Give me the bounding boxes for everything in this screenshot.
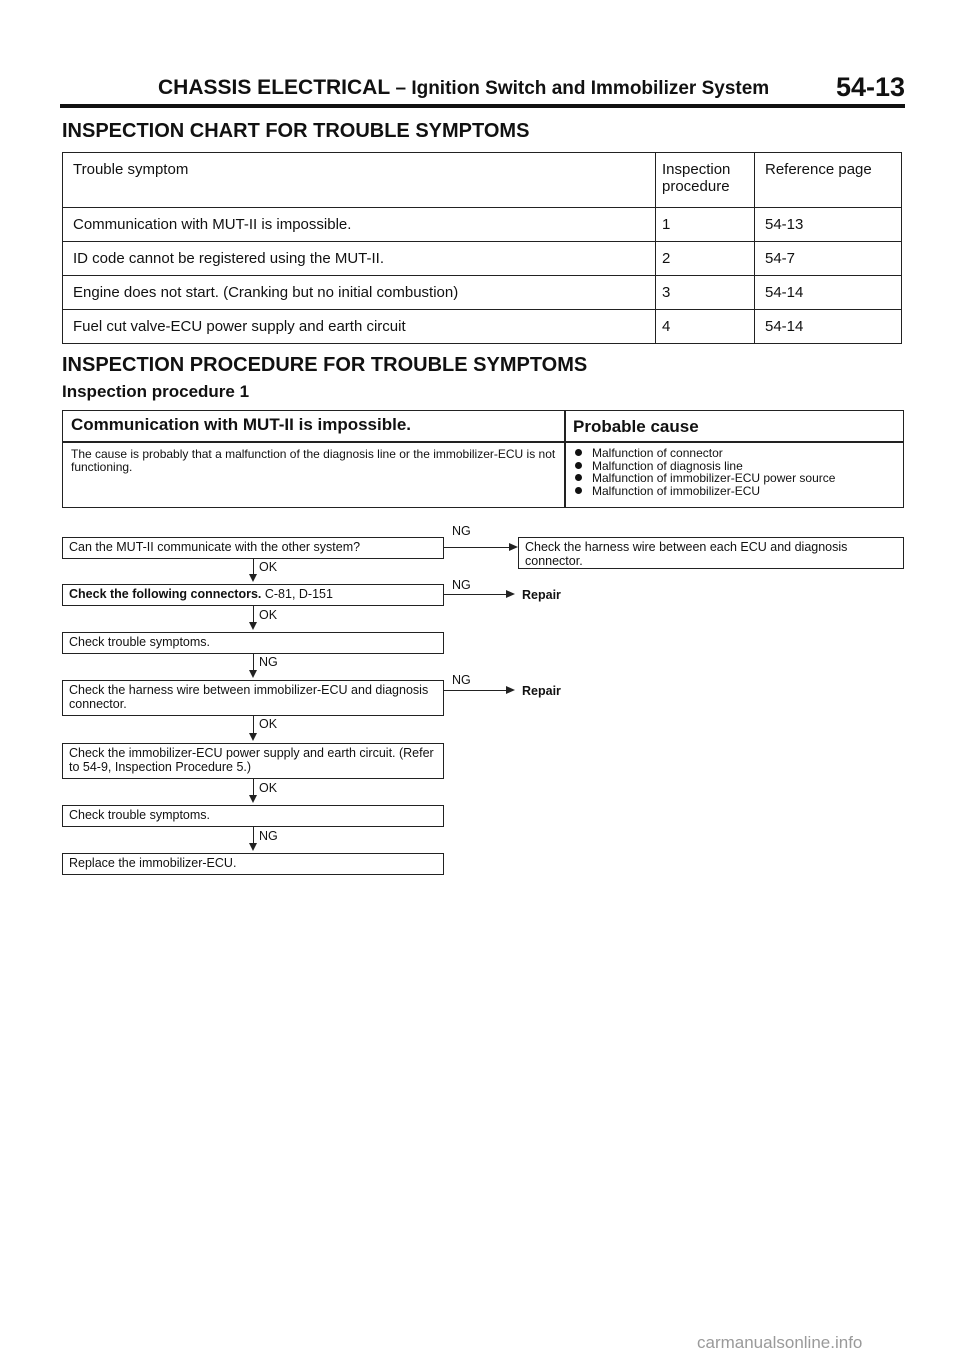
header-rule	[60, 104, 905, 108]
cause-text: Malfunction of immobilizer-ECU power source	[592, 471, 836, 485]
bullet-icon	[575, 449, 582, 456]
arrow-right-icon	[506, 590, 515, 598]
flow-step-2-rest: C-81, D-151	[261, 587, 333, 601]
page-number: 54-13	[835, 72, 905, 102]
flow-step-6-ng-label: NG	[259, 829, 278, 843]
flow-connector	[253, 716, 254, 734]
procedure-description: The cause is probably that a malfunction of the diagnosis line or the immobilizer-ECU is not functioning.	[71, 447, 556, 474]
flow-step-6	[62, 805, 444, 827]
bullet-icon	[575, 462, 582, 469]
cell-procedure: 4	[656, 310, 755, 344]
arrow-down-icon	[249, 670, 257, 678]
cell-symptom: Fuel cut valve-ECU power supply and earth circuit	[63, 310, 656, 344]
flow-step-3-text: Check trouble symptoms.	[69, 635, 211, 649]
arrow-down-icon	[249, 843, 257, 851]
flow-step-4	[62, 680, 444, 716]
flow-step-2-ng-label: NG	[452, 578, 471, 592]
bullet-icon	[575, 487, 582, 494]
flow-step-6-text: Check trouble symptoms.	[69, 808, 211, 822]
cell-procedure: 2	[656, 242, 755, 276]
procedure-box	[62, 410, 904, 508]
cause-text: Malfunction of connector	[592, 446, 723, 460]
arrow-down-icon	[249, 622, 257, 630]
flow-step-2-repair: Repair	[522, 588, 561, 602]
arrow-down-icon	[249, 574, 257, 582]
flow-connector	[253, 654, 254, 671]
arrow-down-icon	[249, 733, 257, 741]
col-header-symptom: Trouble symptom	[73, 161, 189, 178]
flow-step-3-ng-label: NG	[259, 655, 278, 669]
arrow-right-icon	[506, 686, 515, 694]
cell-reference: 54-14	[755, 276, 902, 310]
cell-symptom: Engine does not start. (Cranking but no initial combustion)	[63, 276, 656, 310]
header-title-sub: Ignition Switch and Immobilizer System	[411, 78, 770, 99]
procedure-section-title: INSPECTION PROCEDURE FOR TROUBLE SYMPTOMS	[62, 354, 588, 376]
cell-procedure: 3	[656, 276, 755, 310]
col-header-reference: Reference page	[755, 153, 902, 208]
table-row	[63, 310, 902, 344]
flow-step-5	[62, 743, 444, 779]
flow-step-7-text: Replace the immobilizer-ECU.	[69, 856, 237, 870]
cell-symptom: ID code cannot be registered using the MUT-II.	[63, 242, 656, 276]
procedure-subtitle: Inspection procedure 1	[62, 382, 250, 401]
flow-step-3	[62, 632, 444, 654]
table-row	[63, 276, 902, 310]
arrow-down-icon	[249, 795, 257, 803]
cell-symptom: Communication with MUT-II is impossible.	[63, 208, 656, 242]
table-row	[63, 208, 902, 242]
flow-step-4-ng-label: NG	[452, 673, 471, 687]
bullet-icon	[575, 474, 582, 481]
flow-connector	[444, 594, 508, 595]
chart-section-title: INSPECTION CHART FOR TROUBLE SYMPTOMS	[62, 120, 530, 142]
flow-step-1-ng-label: NG	[452, 524, 471, 538]
flow-step-1	[62, 537, 444, 559]
flow-connector	[253, 559, 254, 575]
procedure-heading: Communication with MUT-II is impossible.	[71, 415, 412, 434]
flow-step-4-ok-label: OK	[259, 717, 278, 731]
flow-step-4-repair: Repair	[522, 684, 561, 698]
flow-connector	[253, 779, 254, 796]
cause-text: Malfunction of diagnosis line	[592, 458, 743, 473]
flow-step-1-ng-result-text: Check the harness wire between each ECU and diagnosis connector.	[525, 540, 848, 568]
flow-step-2	[62, 584, 444, 606]
procedure-column-divider	[564, 411, 566, 507]
flow-step-1-text: Can the MUT-II communicate with the other system?	[69, 540, 361, 554]
list-item	[575, 485, 835, 498]
cause-text: Malfunction of immobilizer-ECU	[592, 483, 761, 498]
table-header-row	[63, 153, 902, 208]
page-header	[60, 72, 905, 106]
cell-procedure: 1	[656, 208, 755, 242]
watermark: carmanualsonline.info	[697, 1333, 863, 1352]
flow-step-2-ok-label: OK	[259, 608, 278, 622]
probable-cause-list	[575, 447, 835, 497]
cell-reference: 54-7	[755, 242, 902, 276]
flow-step-5-text: Check the immobilizer-ECU power supply and earth circuit. (Refer to 54-9, Inspection Procedure 5.)	[69, 746, 434, 774]
probable-cause-heading: Probable cause	[573, 417, 699, 436]
flow-connector	[444, 690, 508, 691]
header-title-sep: –	[390, 78, 412, 99]
flow-step-2-bold: Check the following connectors.	[69, 587, 262, 601]
procedure-row-divider	[63, 441, 903, 443]
flow-connector	[253, 827, 254, 844]
cell-reference: 54-13	[755, 208, 902, 242]
flow-step-5-ok-label: OK	[259, 781, 278, 795]
header-title-main: CHASSIS ELECTRICAL	[158, 76, 391, 99]
flow-step-4-text: Check the harness wire between immobilizer-ECU and diagnosis connector.	[69, 683, 429, 711]
flow-step-7	[62, 853, 444, 875]
flow-step-1-ok-label: OK	[259, 560, 278, 574]
trouble-symptom-table	[62, 152, 902, 344]
arrow-right-icon	[509, 543, 518, 551]
col-header-procedure: Inspection procedure	[656, 153, 755, 208]
header-title	[158, 76, 769, 100]
cell-reference: 54-14	[755, 310, 902, 344]
flow-step-1-ng-result	[518, 537, 904, 569]
flow-connector	[444, 547, 510, 548]
table-row	[63, 242, 902, 276]
